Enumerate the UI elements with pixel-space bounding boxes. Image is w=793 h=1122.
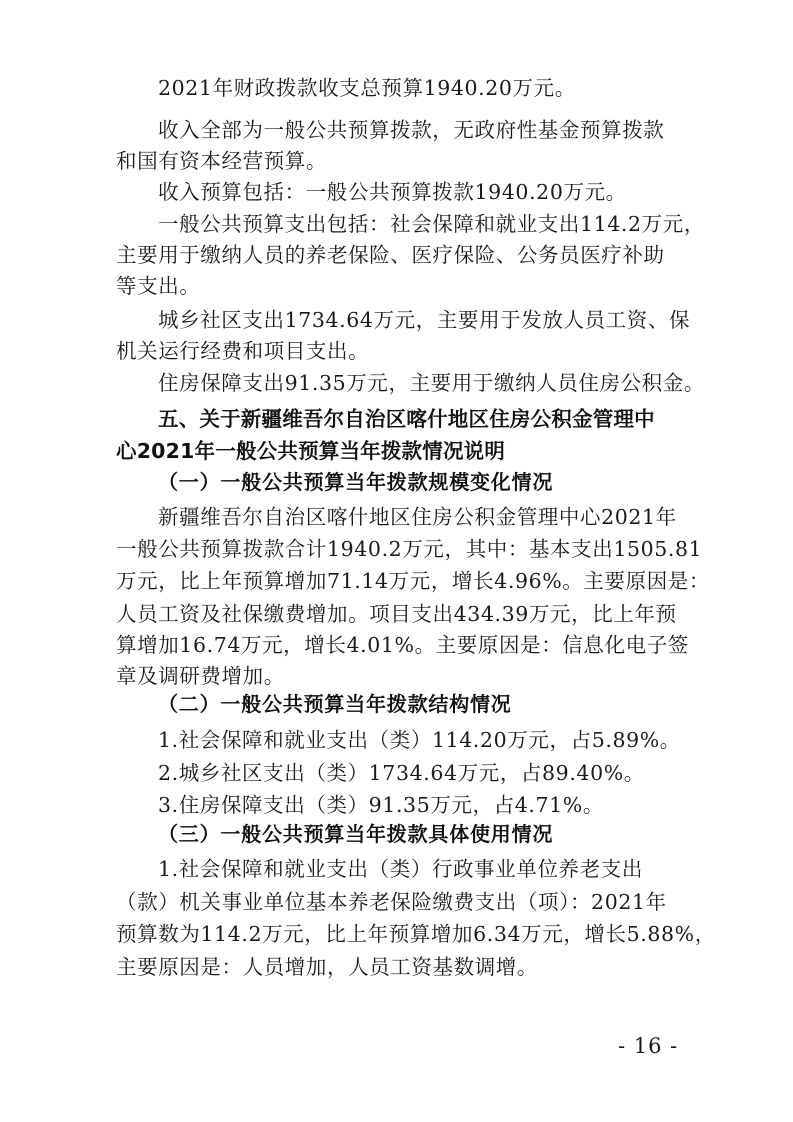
heading-line: 心2021年一般公共预算当年拨款情况说明: [116, 439, 506, 463]
text-line: 主要原因是：人员增加，人员工资基数调增。: [116, 955, 538, 979]
list-item: 3.住房保障支出（类）91.35万元，占4.71%。: [158, 793, 604, 817]
text-line: 预算数为114.2万元，比上年预算增加6.34万元，增长5.88%，: [116, 922, 716, 946]
list-item: 2.城乡社区支出（类）1734.64万元，占89.40%。: [158, 761, 645, 785]
subheading-specific-use: （三）一般公共预算当年拨款具体使用情况: [158, 822, 554, 846]
text-line: 机关运行经费和项目支出。: [116, 339, 370, 363]
text-line: 收入预算包括：一般公共预算拨款1940.20万元。: [158, 180, 627, 204]
text-line: 一般公共预算拨款合计1940.2万元，其中：基本支出1505.81: [116, 537, 703, 561]
subheading-scale-change: （一）一般公共预算当年拨款规模变化情况: [158, 470, 554, 494]
heading-line: 五、关于新疆维吾尔自治区喀什地区住房公积金管理中: [158, 407, 655, 431]
subheading-structure: （二）一般公共预算当年拨款结构情况: [158, 692, 512, 716]
text-line: 住房保障支出91.35万元，主要用于缴纳人员住房公积金。: [158, 371, 705, 395]
page-number: - 16 -: [618, 1034, 679, 1058]
text-line: 2021年财政拨款收支总预算1940.20万元。: [158, 76, 576, 100]
text-line: 算增加16.74万元，增长4.01%。主要原因是：信息化电子签: [116, 633, 689, 657]
text-line: 等支出。: [116, 274, 201, 298]
text-line: 万元，比上年预算增加71.14万元，增长4.96%。主要原因是：: [116, 569, 711, 593]
text-line: （款）机关事业单位基本养老保险缴费支出（项）：2021年: [116, 890, 667, 914]
text-line: 人员工资及社保缴费增加。项目支出434.39万元，比上年预: [116, 602, 677, 626]
text-line: 新疆维吾尔自治区喀什地区住房公积金管理中心2021年: [158, 505, 677, 529]
list-item: 1.社会保障和就业支出（类）114.20万元，占5.89%。: [158, 728, 681, 752]
text-line: 收入全部为一般公共预算拨款，无政府性基金预算拨款: [158, 118, 665, 142]
text-line: 一般公共预算支出包括：社会保障和就业支出114.2万元，: [158, 212, 705, 236]
text-line: 城乡社区支出1734.64万元，主要用于发放人员工资、保: [158, 308, 691, 332]
text-line: 主要用于缴纳人员的养老保险、医疗保险、公务员医疗补助: [116, 243, 665, 267]
text-line: 章及调研费增加。: [116, 664, 285, 688]
text-line: 和国有资本经营预算。: [116, 149, 327, 173]
text-line: 1.社会保障和就业支出（类）行政事业单位养老支出: [158, 857, 643, 881]
